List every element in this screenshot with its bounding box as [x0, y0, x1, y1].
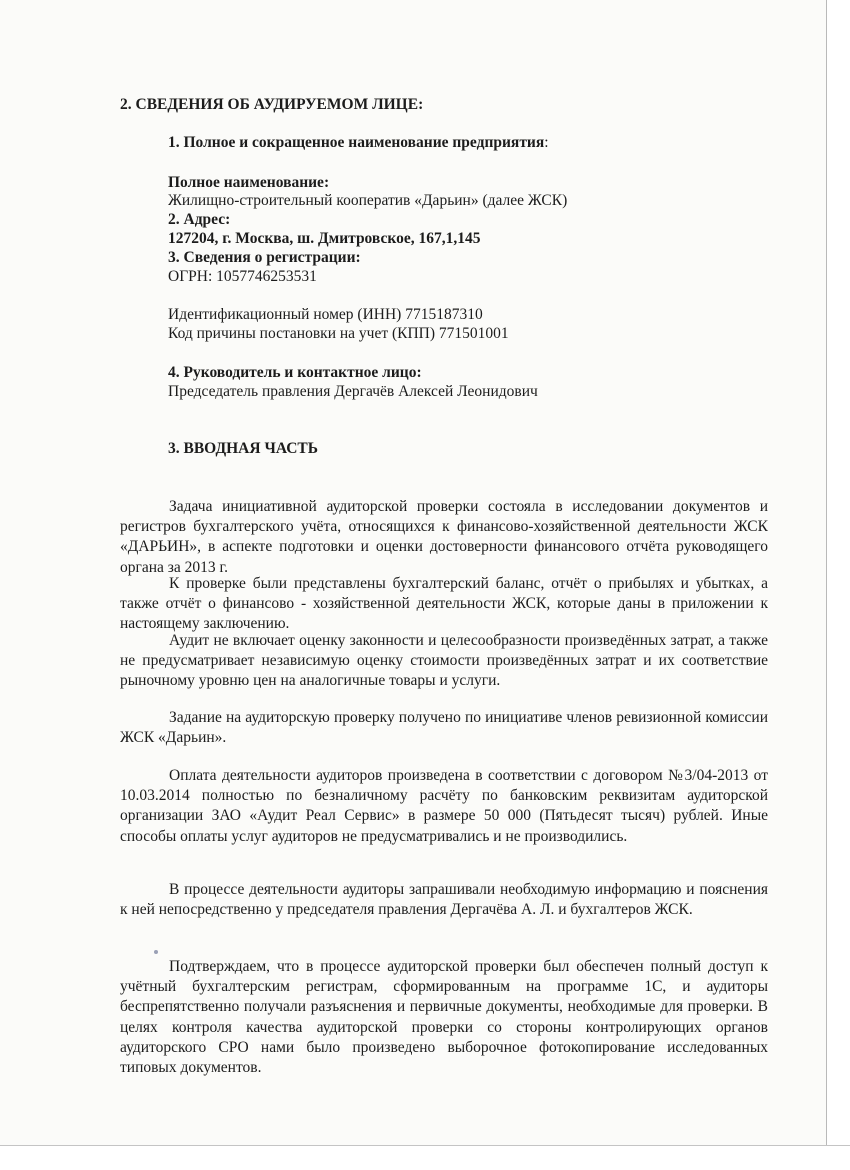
intro-paragraph-engagement: Задание на аудиторскую проверку получено по инициативе членов ревизионной комиссии ЖСК «Дарьин».: [120, 709, 768, 747]
kpp-line: Код причины постановки на учет (КПП) 771501001: [168, 325, 509, 342]
intro-paragraph-documents: К проверке были представлены бухгалтерский баланс, отчёт о прибылях и убытках, а также отчёт о финансово - хозяйственной деятельности ЖСК, которые даны в приложении к настоящему заключению.: [120, 575, 768, 633]
manager-value: Председатель правления Дергачёв Алексей Леонидович: [168, 383, 538, 400]
intro-paragraph-task: Задача инициативной аудиторской проверки состояла в исследовании документов и регистров бухгалтерского учёта, относящихся к финансово-хозяйственной деятельности ЖСК «ДАРЬИН», в аспекте подготовки и оценки достоверности финансового отчёта руководящего органа за 2013 г.: [120, 498, 768, 576]
manager-label: 4. Руководитель и контактное лицо:: [168, 364, 422, 381]
registration-label: 3. Сведения о регистрации:: [168, 249, 361, 266]
section-3-heading: 3. ВВОДНАЯ ЧАСТЬ: [168, 440, 319, 457]
company-name-title-colon: :: [544, 134, 549, 151]
address-value: 127204, г. Москва, ш. Дмитровское, 167,1,145: [168, 230, 481, 247]
inn-line: Идентификационный номер (ИНН) 7715187310: [168, 306, 483, 323]
intro-paragraph-access: Подтверждаем, что в процессе аудиторской проверки был обеспечен полный доступ к учётный бухгалтерским регистрам, сформированным на программе 1С, и аудиторы беспрепятственно получали разъяснения и первичные документы, необходимые для проверки. В целях контроля качества аудиторской проверки со стороны контролирующих органов аудиторского СРО нами было произведено выборочное фотокопирование исследованных типовых документов.: [120, 958, 768, 1077]
company-name-title-text: 1. Полное и сокращенное наименование предприятия: [168, 134, 545, 151]
intro-paragraph-payment: Оплата деятельности аудиторов произведена в соответствии с договором №3/04-2013 от 10.03.2014 полностью по безналичному расчёту по банковским реквизитам аудиторской организации ЗАО «Аудит Реал Сервис» в размере 50 000 (Пятьдесят тысяч) рублей. Иные способы оплаты услуг аудиторов не предусматривались и не производились.: [120, 767, 768, 845]
scan-right-margin: [826, 0, 850, 1169]
intro-paragraph-inquiries: В процессе деятельности аудиторы запрашивали необходимую информацию и пояснения к ней непосредственно у председателя правления Дергачёва А. Л. и бухгалтеров ЖСК.: [120, 881, 768, 919]
full-name-label: Полное наименование:: [168, 174, 330, 191]
full-name-value: Жилищно-строительный кооператив «Дарьин» (далее ЖСК): [168, 192, 568, 209]
ogrn-line: ОГРН: 1057746253531: [168, 268, 317, 285]
scan-bottom-margin: [0, 1145, 850, 1170]
section-2-heading: 2. СВЕДЕНИЯ ОБ АУДИРУЕМОМ ЛИЦЕ:: [120, 96, 424, 113]
address-label: 2. Адрес:: [168, 211, 231, 228]
intro-paragraph-scope: Аудит не включает оценку законности и целесообразности произведённых затрат, а также не предусматривает независимую оценку стоимости произведённых затрат и их соответствие рыночному уровню цен на аналогичные товары и услуги.: [120, 632, 768, 690]
company-name-title: [168, 134, 549, 152]
